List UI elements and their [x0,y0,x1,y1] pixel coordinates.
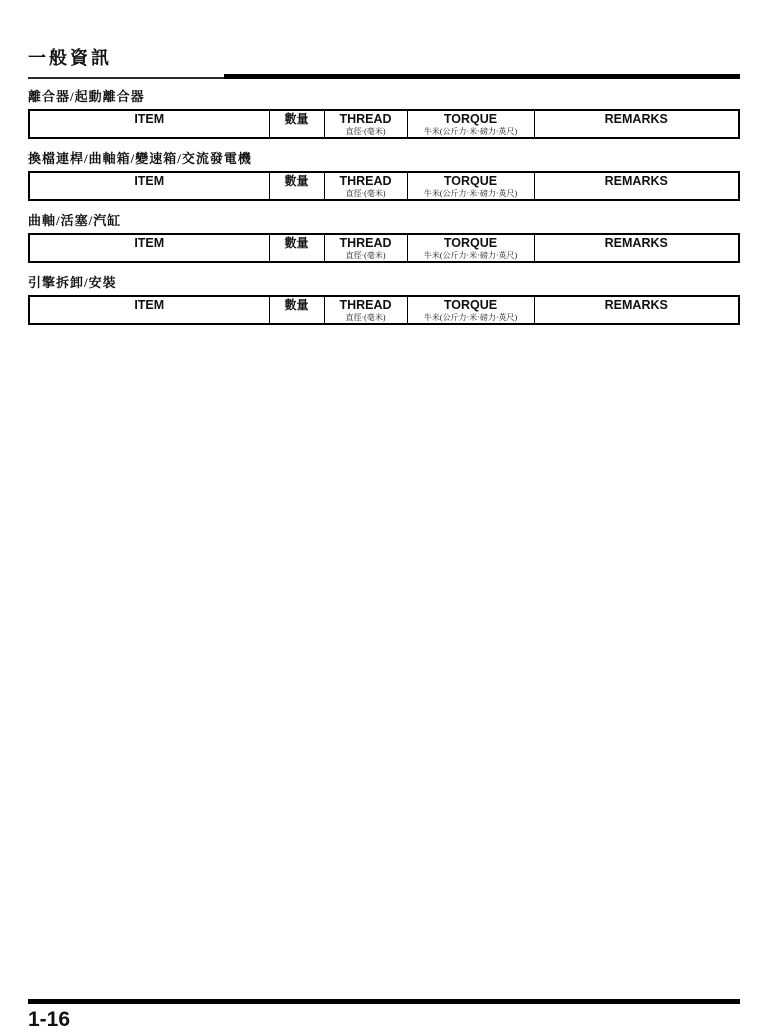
col-header-remarks: REMARKS [534,234,739,262]
col-header-torque: TORQUE 牛米(公斤力·米·磅力·英尺) [407,172,534,200]
page-content [0,44,784,325]
spec-table-shift-linkage [28,171,740,201]
page-title: 一般資訊 [28,48,112,68]
col-header-remarks: REMARKS [534,172,739,200]
spec-table-clutch [28,109,740,139]
col-header-torque: TORQUE 牛米(公斤力·米·磅力·英尺) [407,296,534,324]
section-title-clutch: 離合器/起動離合器 [28,89,145,104]
page-footer [28,999,740,1032]
col-header-remarks: REMARKS [534,296,739,324]
section-title-engine-removal: 引擎拆卸/安裝 [28,275,117,290]
page-number: 1-16 [28,1008,71,1031]
col-header-thread: THREAD 直徑·(毫米) [324,234,407,262]
table-header [29,110,739,138]
spec-table-engine-removal [28,295,740,325]
title-rule-thin [28,77,224,79]
section-title-shift-linkage: 換檔連桿/曲軸箱/變速箱/交流發電機 [28,151,252,166]
col-header-qty: 數量 [269,296,324,324]
col-header-qty: 數量 [269,234,324,262]
title-rule-thick [224,74,740,79]
col-header-thread: THREAD 直徑·(毫米) [324,172,407,200]
table-header [29,296,739,324]
col-header-item: ITEM [29,172,269,200]
col-header-qty: 數量 [269,110,324,138]
col-header-thread: THREAD 直徑·(毫米) [324,296,407,324]
footer-rule [28,999,740,1004]
spec-table-crankshaft [28,233,740,263]
col-header-thread: THREAD 直徑·(毫米) [324,110,407,138]
section-title-crankshaft: 曲軸/活塞/汽缸 [28,213,122,228]
table-header [29,234,739,262]
col-header-torque: TORQUE 牛米(公斤力·米·磅力·英尺) [407,110,534,138]
col-header-item: ITEM [29,234,269,262]
col-header-item: ITEM [29,110,269,138]
col-header-item: ITEM [29,296,269,324]
col-header-qty: 數量 [269,172,324,200]
table-header [29,172,739,200]
title-rule [28,73,740,79]
col-header-torque: TORQUE 牛米(公斤力·米·磅力·英尺) [407,234,534,262]
col-header-remarks: REMARKS [534,110,739,138]
